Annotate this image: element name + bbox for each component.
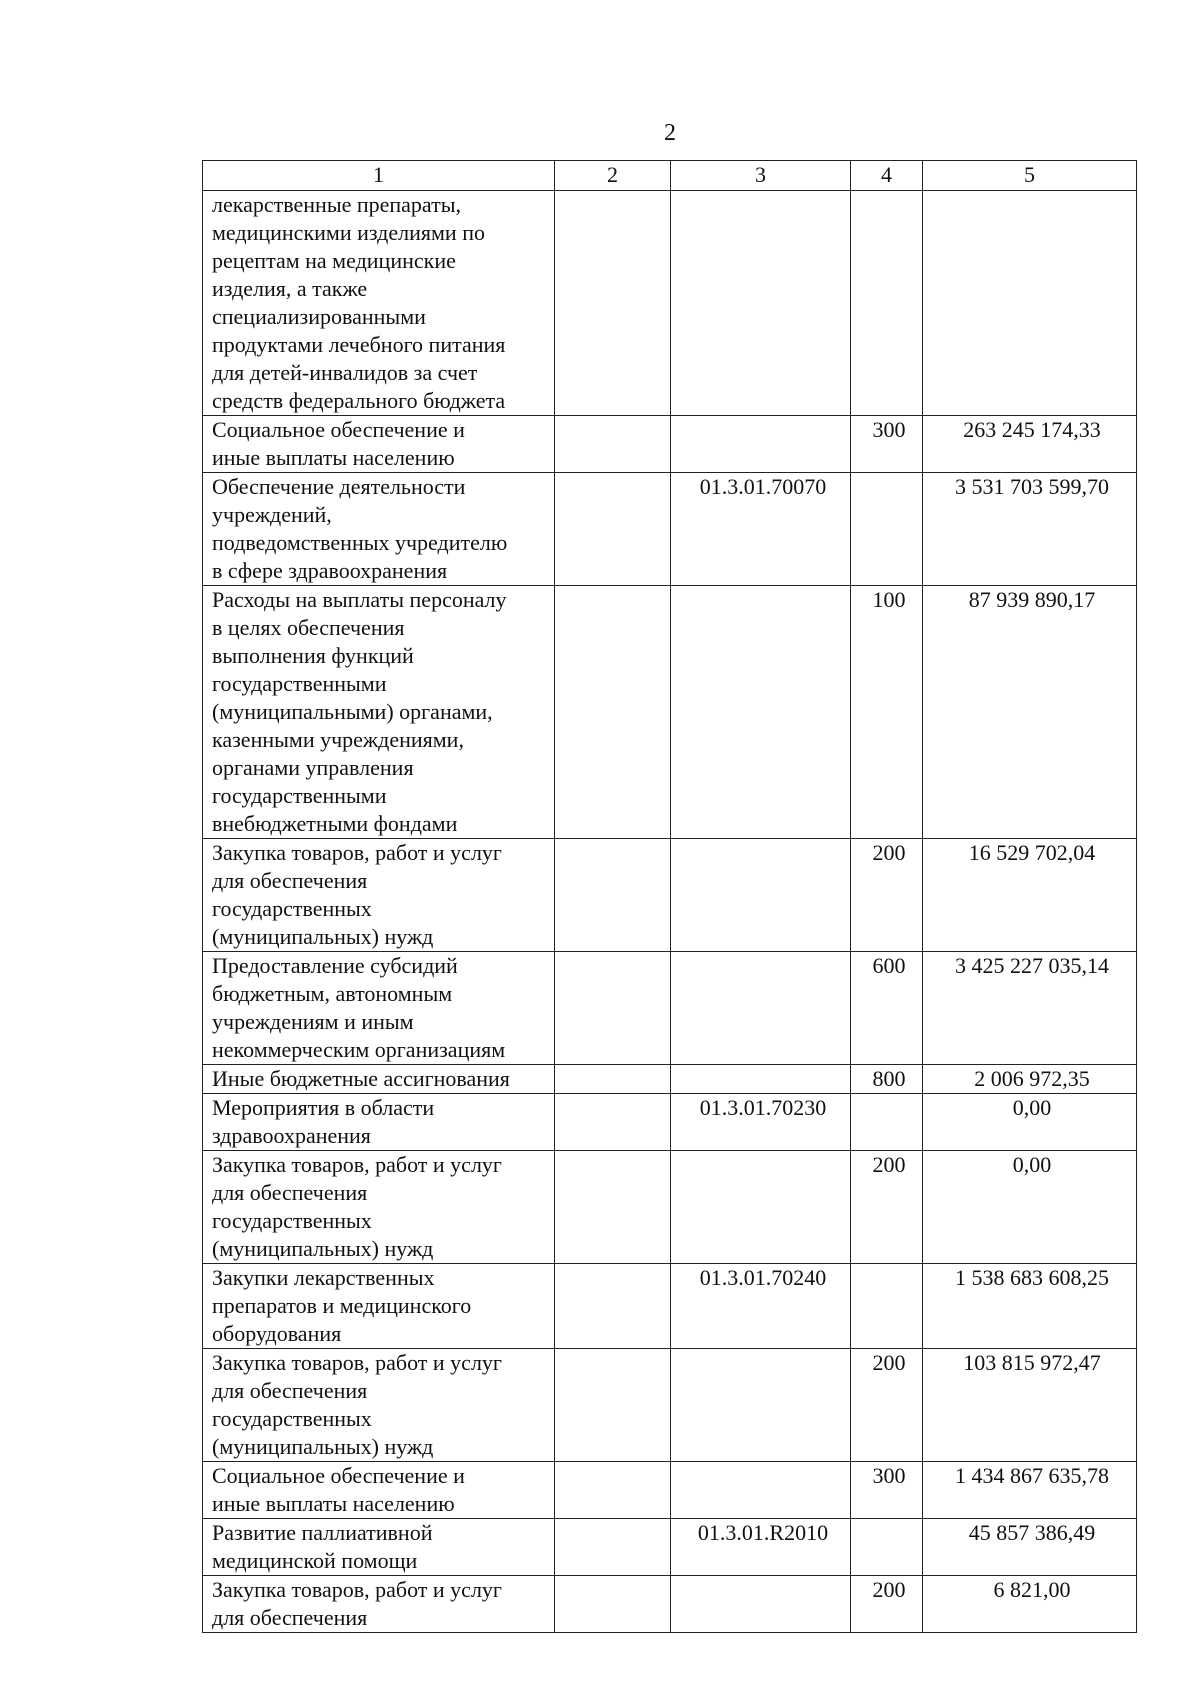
cell-amount: 6 821,00 xyxy=(923,1576,1137,1633)
cell-name: Закупка товаров, работ и услуг для обеспечения государственных (муниципальных) нужд xyxy=(203,839,555,952)
cell-expense-type: 100 xyxy=(851,586,923,839)
cell-expense-type xyxy=(851,1094,923,1151)
cell-target-code xyxy=(671,1462,851,1519)
cell-expense-type: 200 xyxy=(851,1576,923,1633)
cell-target-code xyxy=(671,191,851,416)
cell-target-code xyxy=(671,1065,851,1094)
cell-col2 xyxy=(555,952,671,1065)
cell-expense-type: 200 xyxy=(851,839,923,952)
table-row xyxy=(203,191,1137,416)
table-body xyxy=(203,191,1137,1633)
cell-amount: 87 939 890,17 xyxy=(923,586,1137,839)
cell-expense-type: 300 xyxy=(851,416,923,473)
cell-expense-type xyxy=(851,191,923,416)
cell-amount: 16 529 702,04 xyxy=(923,839,1137,952)
table-row xyxy=(203,1349,1137,1462)
cell-expense-type: 200 xyxy=(851,1349,923,1462)
cell-name: Расходы на выплаты персоналу в целях обеспечения выполнения функций государственными (муниципальными) органами, казенными учреждениями, органами управления государственными внебюджетными фондами xyxy=(203,586,555,839)
cell-amount xyxy=(923,191,1137,416)
cell-target-code xyxy=(671,952,851,1065)
table-row xyxy=(203,1576,1137,1633)
cell-amount: 3 425 227 035,14 xyxy=(923,952,1137,1065)
table-row xyxy=(203,1264,1137,1349)
header-col-5: 5 xyxy=(923,161,1137,191)
cell-amount: 103 815 972,47 xyxy=(923,1349,1137,1462)
table-row xyxy=(203,586,1137,839)
cell-col2 xyxy=(555,191,671,416)
cell-expense-type xyxy=(851,1519,923,1576)
cell-col2 xyxy=(555,1462,671,1519)
cell-target-code xyxy=(671,839,851,952)
cell-amount: 263 245 174,33 xyxy=(923,416,1137,473)
cell-target-code xyxy=(671,1349,851,1462)
cell-name: Закупка товаров, работ и услуг для обеспечения государственных (муниципальных) нужд xyxy=(203,1151,555,1264)
cell-target-code xyxy=(671,416,851,473)
cell-amount: 1 434 867 635,78 xyxy=(923,1462,1137,1519)
cell-col2 xyxy=(555,586,671,839)
cell-target-code xyxy=(671,586,851,839)
table-row xyxy=(203,1151,1137,1264)
cell-name: Предоставление субсидий бюджетным, автономным учреждениям и иным некоммерческим организациям xyxy=(203,952,555,1065)
cell-name: Закупка товаров, работ и услуг для обеспечения xyxy=(203,1576,555,1633)
cell-target-code: 01.3.01.70070 xyxy=(671,473,851,586)
header-col-3: 3 xyxy=(671,161,851,191)
table-row xyxy=(203,1094,1137,1151)
cell-col2 xyxy=(555,1519,671,1576)
cell-name: Иные бюджетные ассигнования xyxy=(203,1065,555,1094)
cell-amount: 3 531 703 599,70 xyxy=(923,473,1137,586)
header-col-2: 2 xyxy=(555,161,671,191)
cell-name: лекарственные препараты, медицинскими изделиями по рецептам на медицинские изделия, а также специализированными продуктами лечебного питания для детей-инвалидов за счет средств федерального бюджета xyxy=(203,191,555,416)
cell-amount: 0,00 xyxy=(923,1151,1137,1264)
cell-col2 xyxy=(555,416,671,473)
page-number: 2 xyxy=(664,120,676,146)
cell-target-code: 01.3.01.70240 xyxy=(671,1264,851,1349)
cell-col2 xyxy=(555,1151,671,1264)
cell-col2 xyxy=(555,1264,671,1349)
cell-name: Закупки лекарственных препаратов и медицинского оборудования xyxy=(203,1264,555,1349)
cell-expense-type xyxy=(851,1264,923,1349)
cell-name: Развитие паллиативной медицинской помощи xyxy=(203,1519,555,1576)
header-col-4: 4 xyxy=(851,161,923,191)
table-row xyxy=(203,1462,1137,1519)
cell-target-code: 01.3.01.R2010 xyxy=(671,1519,851,1576)
header-col-1: 1 xyxy=(203,161,555,191)
cell-col2 xyxy=(555,1094,671,1151)
cell-amount: 2 006 972,35 xyxy=(923,1065,1137,1094)
cell-col2 xyxy=(555,1065,671,1094)
cell-amount: 1 538 683 608,25 xyxy=(923,1264,1137,1349)
cell-target-code xyxy=(671,1151,851,1264)
cell-name: Социальное обеспечение и иные выплаты населению xyxy=(203,416,555,473)
table-row xyxy=(203,952,1137,1065)
cell-amount: 45 857 386,49 xyxy=(923,1519,1137,1576)
cell-name: Социальное обеспечение и иные выплаты населению xyxy=(203,1462,555,1519)
cell-col2 xyxy=(555,1576,671,1633)
table-row xyxy=(203,839,1137,952)
cell-expense-type: 800 xyxy=(851,1065,923,1094)
cell-expense-type xyxy=(851,473,923,586)
cell-amount: 0,00 xyxy=(923,1094,1137,1151)
table-header xyxy=(203,161,1137,191)
table-row xyxy=(203,1065,1137,1094)
header-row xyxy=(203,161,1137,191)
budget-table xyxy=(202,160,1137,1633)
table-row xyxy=(203,1519,1137,1576)
cell-expense-type: 200 xyxy=(851,1151,923,1264)
cell-target-code: 01.3.01.70230 xyxy=(671,1094,851,1151)
cell-name: Мероприятия в области здравоохранения xyxy=(203,1094,555,1151)
cell-col2 xyxy=(555,839,671,952)
cell-target-code xyxy=(671,1576,851,1633)
table-row xyxy=(203,416,1137,473)
cell-col2 xyxy=(555,473,671,586)
table-row xyxy=(203,473,1137,586)
cell-col2 xyxy=(555,1349,671,1462)
cell-name: Закупка товаров, работ и услуг для обеспечения государственных (муниципальных) нужд xyxy=(203,1349,555,1462)
cell-expense-type: 300 xyxy=(851,1462,923,1519)
cell-expense-type: 600 xyxy=(851,952,923,1065)
cell-name: Обеспечение деятельности учреждений, подведомственных учредителю в сфере здравоохранения xyxy=(203,473,555,586)
